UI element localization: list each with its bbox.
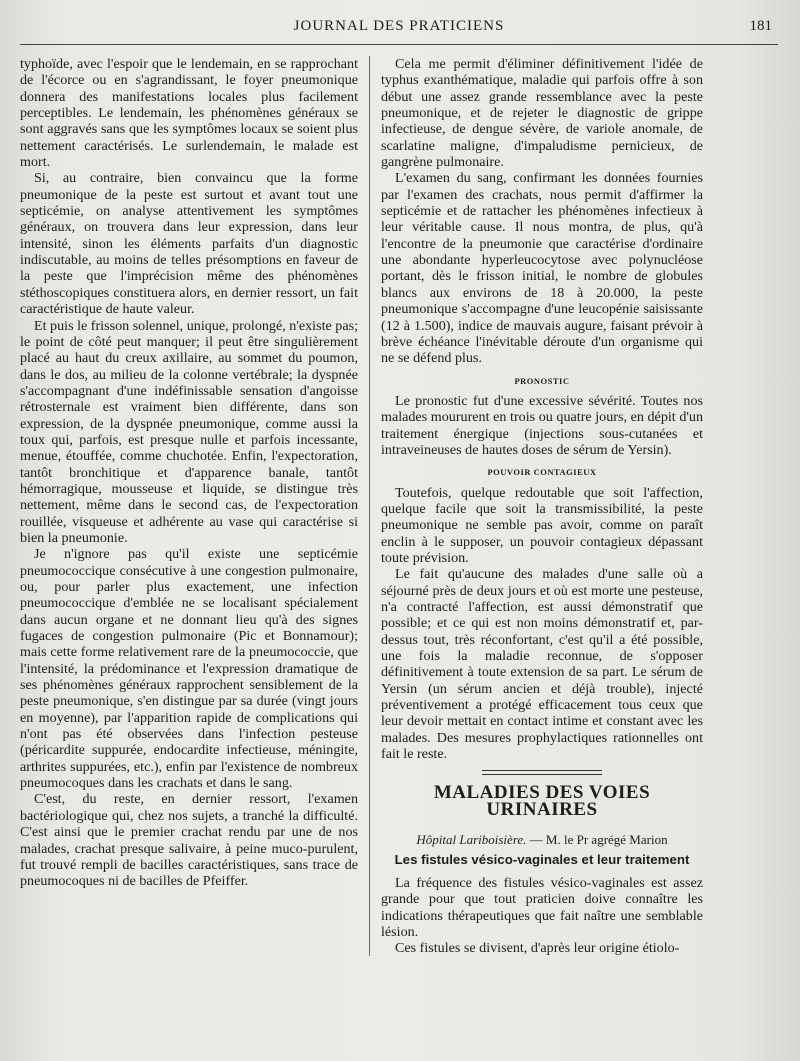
page-header bbox=[20, 18, 778, 45]
article-title: Les fistules vésico-vaginales et leur traitement bbox=[394, 852, 690, 868]
contagion-paragraph-1: Toutefois, quelque redoutable que soit l'affection, quelque facile que soit la transmissibilité, la peste pneumonique ne semble pas avoir, comme on paraît enclin à le supposer, un pouvoir contagieux dépassant toute prévision. bbox=[381, 484, 703, 566]
hospital-author: — M. le Pr agrégé Marion bbox=[526, 832, 668, 848]
column-divider bbox=[369, 56, 370, 956]
article-paragraph-1: La fréquence des fistules vésico-vaginales est assez grande pour que tout praticien doive connaître les indications thérapeutiques que fait naître une semblable lésion. bbox=[381, 874, 703, 940]
right-column bbox=[381, 56, 703, 957]
page-number: 181 bbox=[749, 18, 772, 34]
journal-title: JOURNAL DES PRATICIENS bbox=[293, 18, 505, 34]
article-paragraph-2: Ces fistules se divisent, d'après leur origine étiolo- bbox=[395, 940, 680, 957]
hospital-name: Hôpital Lariboisière. bbox=[416, 832, 527, 848]
hospital-line bbox=[381, 832, 703, 848]
left-paragraph-3: Et puis le frisson solennel, unique, prolongé, n'existe pas; le point de côté peut manquer; il peut être singulièrement placé au haut du creux axillaire, au sommet du poumon, dans le dos, au milieu de la colonne vertébrale; la dyspnée s'accompagnant d'une indéfinissable sensation d'angoisse rétrosternale est vraiment bien différente, dans son expression, de la dyspnée pneumonique, comme aussi la toux qui, parfois, est presque nulle et parfois incessante, menue, étouffée, comme chuchotée. Enfin, l'expectoration, tantôt bronchitique et d'apparence banale, tantôt hémorragique, mousseuse et liquide, se distingue très nettement, même dans le second cas, de l'expectoration rouillée, visqueuse et adhérente au vase qui caractérise si bien la pneumonie. bbox=[20, 317, 358, 546]
left-paragraph-2: Si, au contraire, bien convaincu que la forme pneumonique de la peste est surtout et avant tout une septicémie, on analyse attentivement les symptômes généraux, on trouvera dans leur expression, dans leur intensité, sinon les éléments parfaits d'un diagnostic indiscutable, au moins de telles présomptions en faveur de la peste que l'imprécision même des phénomènes stéthoscopiques constituera alors, en dernier ressort, un fait caractéristique de haute valeur. bbox=[20, 170, 358, 318]
pronostic-paragraph: Le pronostic fut d'une excessive sévérité. Toutes nos malades moururent en trois ou quatre jours, en dépit d'un traitement énergique (injections sous-cutanées et intraveineuses de hautes doses de sérum de Yersin). bbox=[381, 392, 703, 458]
left-paragraph-1: typhoïde, avec l'espoir que le lendemain, en se rapprochant de l'écorce ou en s'agrandissant, le foyer pneumonique donnera des manifestations locales plus facilement perceptibles. Le lendemain, les phénomènes généraux se sont aggravés sans que les symptômes locaux se soient plus nettement caractérisés. Le surlendemain, le malade est mort. bbox=[20, 56, 358, 171]
left-column bbox=[20, 56, 358, 890]
contagion-paragraph-2: Le fait qu'aucune des malades d'une salle où a séjourné près de deux jours et où est morte une pesteuse, n'a contracté l'affection, est aussi démonstratif que possible; et ce qui est non moins démonstratif et, par-dessus tout, très réconfortant, c'est qu'il a été possible, une fois la maladie reconnue, de s'opposer définitivement à toute extension de sa part. Le sérum de Yersin (un sérum ancien et déjà trouble), injecté préventivement a protégé efficacement tous ceux que leur devoir mettait en contact intime et constant avec les malades. Des mesures prophylactiques rationnelles ont fait le reste. bbox=[381, 566, 703, 763]
section-separator bbox=[482, 770, 602, 775]
right-paragraph-1: Cela me permit d'éliminer définitivement l'idée de typhus exanthématique, maladie qui parfois offre à son début une assez grande ressemblance avec la peste pneumonique, et de rejeter le diagnostic de grippe infectieuse, de dengue sévère, de variole anomale, de scarlatine maligne, d'impaludisme pernicieux, de gangrène pulmonaire. bbox=[381, 56, 703, 171]
left-paragraph-4: Je n'ignore pas qu'il existe une septicémie pneumococcique consécutive à une congestion pulmonaire, ou, pour parler plus exactement, une infection pneumococcique d'emblée ne se localisant spécialement dans aucun organe et ne donnant lieu qu'à des signes fugaces de congestion pulmonaire (Pic et Bonnamour); mais cette forme relativement rare de la pneumococcie, que l'intensité, la prédominance et l'expression dramatique de ses phénomènes généraux rapprochent sensiblement de la peste pneumonique, s'en distingue par sa durée (vingt jours en moyenne), par l'apparition rapide de complications qui n'ont pas été observées dans l'infection pesteuse (péricardite suppurée, endocardite infectieuse, méningite, arthrites suppurées, etc.), enfin par l'existence de nombreux pneumocoques dans les crachats et dans le sang. bbox=[20, 546, 358, 792]
section-title: MALADIES DES VOIES URINAIRES bbox=[433, 782, 651, 820]
left-paragraph-5: C'est, du reste, en dernier ressort, l'examen bactériologique qui, chez nos sujets, a tranché la difficulté. C'est ainsi que le premier crachat rendu par une de nos malades, crachat presque salivaire, à peine muco-purulent, fut trouvé rempli de bacilles caractéristiques, sans trace de pneumocoques ni de bacilles de Pfeiffer. bbox=[20, 791, 358, 890]
right-paragraph-2: L'examen du sang, confirmant les données fournies par l'examen des crachats, nous permit d'affirmer la septicémie et de rattacher les phénomènes infectieux à leur véritable cause. Il nous montra, de plus, qu'à l'encontre de la pneumonie que caractérise d'ordinaire une abondante hyperleucocytose avec polynucléose portant, dès le frisson initial, le nombre de globules blancs aux environs de 18 à 20.000, la peste pneumonique s'accompagne d'une leucopénie saisissante (12 à 1.500), indice de mauvais augure, faisant prévoir à brève échéance l'inévitable déroute d'un organisme qui ne se défend plus. bbox=[381, 170, 703, 367]
contagion-heading: POUVOIR CONTAGIEUX bbox=[487, 467, 597, 478]
pronostic-heading: PRONOSTIC bbox=[514, 375, 570, 386]
